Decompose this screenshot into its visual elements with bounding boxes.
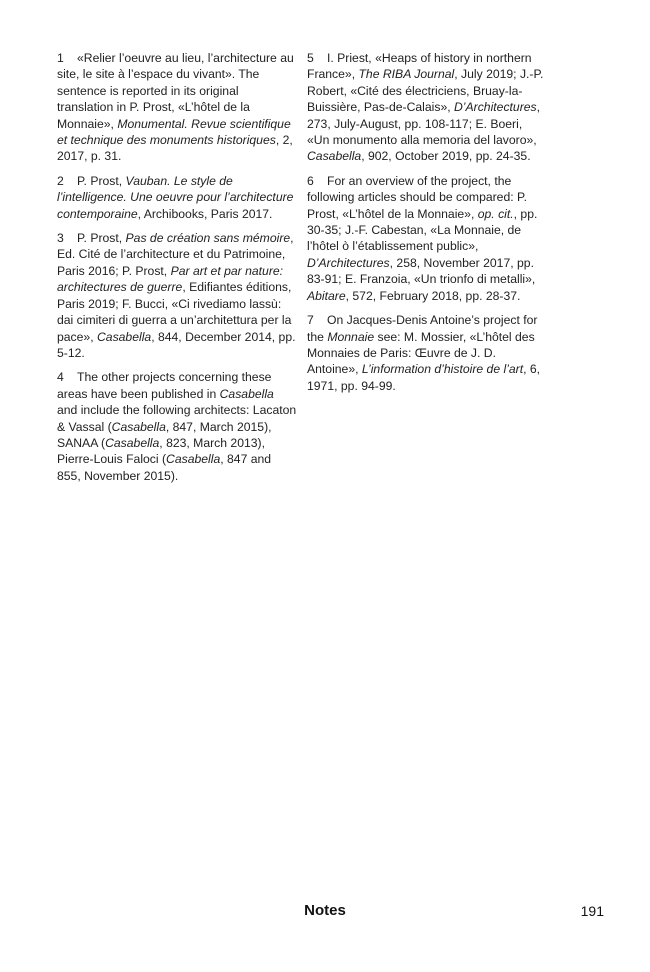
note-italic-title: Casabella bbox=[166, 452, 221, 467]
note-italic-title: Casabella bbox=[307, 149, 362, 164]
note-text: , Archibooks, Paris 2017. bbox=[137, 206, 273, 221]
notes-column-right bbox=[307, 50, 545, 402]
note-italic-title: Monnaie bbox=[327, 329, 375, 344]
note-number: 6 bbox=[307, 173, 314, 188]
note-number: 3 bbox=[57, 231, 64, 246]
note-text: , 847 and 855, November 2015). bbox=[57, 452, 272, 483]
notes-column-left bbox=[57, 50, 297, 492]
note-text: , 902, October 2019, pp. 24-35. bbox=[361, 149, 531, 164]
note-number: 7 bbox=[307, 313, 314, 328]
note-text: On Jacques-Denis Antoine’s project for the bbox=[307, 313, 538, 344]
note-text: , July 2019; J.-P. Robert, «Cité des électriciens, Bruay-la-Buissière, Pas-de-Calais», bbox=[307, 67, 544, 115]
note-number: 5 bbox=[307, 51, 314, 65]
note-text: I. Priest, «Heaps of history in northern France», bbox=[307, 51, 532, 82]
note-italic-title: Par art et par nature: architectures de guerre bbox=[57, 263, 284, 295]
note-text: , 273, July-August, pp. 108-117; E. Boeri, «Un monumento alla memoria del lavoro», bbox=[307, 100, 541, 148]
note-text: and include the following architects: Lacaton & Vassal ( bbox=[57, 403, 297, 434]
note-text: , 572, February 2018, pp. 28-37. bbox=[345, 288, 521, 303]
note-italic-title: The RIBA Journal bbox=[358, 67, 455, 82]
note-italic-title: Casabella bbox=[219, 386, 274, 401]
note-number: 4 bbox=[57, 370, 64, 385]
note-6 bbox=[307, 173, 545, 304]
note-text: see: M. Mossier, «L’hôtel des Monnaies de Paris: Œuvre de J. D. Antoine», bbox=[307, 329, 535, 377]
note-3 bbox=[57, 230, 297, 361]
note-italic-title: Casabella bbox=[96, 329, 152, 344]
note-text: P. Prost, bbox=[77, 173, 126, 188]
note-text: For an overview of the project, the following articles should be compared: P. Prost, «L’hôtel de la Monnaie», bbox=[307, 173, 527, 221]
note-2 bbox=[57, 173, 297, 222]
note-italic-title: Casabella bbox=[111, 419, 166, 434]
note-text: , 844, December 2014, pp. 5-12. bbox=[57, 329, 296, 360]
note-italic-title: Casabella bbox=[105, 435, 160, 450]
note-text: «Relier l’oeuvre au lieu, l’architecture au site, le site à l’espace du vivant». The sentence is reported in its original translation in P. Prost, «L’hôtel de la Monnaie», bbox=[57, 51, 294, 131]
note-4 bbox=[57, 369, 297, 484]
note-italic-title: Pas de création sans mémoire bbox=[125, 231, 291, 246]
note-italic-title: Abitare bbox=[307, 288, 346, 303]
note-text: , pp. 30-35; J.-F. Cabestan, «La Monnaie, de l’hôtel ò l’établissement public», bbox=[307, 206, 538, 254]
note-italic-title: D’Architectures bbox=[307, 255, 390, 270]
note-text: P. Prost, bbox=[77, 231, 126, 246]
note-text: , 2, 2017, p. 31. bbox=[57, 133, 293, 164]
note-number: 2 bbox=[57, 173, 64, 188]
note-7 bbox=[307, 312, 545, 394]
note-text: , Ed. Cité de l’architecture et du Patrimoine, Paris 2016; P. Prost, bbox=[57, 231, 294, 278]
note-italic-title: L’information d’histoire de l’art bbox=[361, 362, 524, 377]
note-italic-title: Vauban. Le style de l’intelligence. Une oeuvre pour l’architecture contemporaine bbox=[57, 173, 294, 221]
note-text: , 258, November 2017, pp. 83-91; E. Franzoia, «Un trionfo di metalli», bbox=[307, 255, 536, 287]
note-italic-title: Monumental. Revue scientifique et technique des monuments historiques bbox=[57, 116, 291, 148]
section-title: Notes bbox=[304, 902, 346, 919]
note-text: The other projects concerning these areas have been published in bbox=[57, 370, 272, 401]
note-italic-title: op. cit. bbox=[477, 206, 514, 221]
note-text: , Edifiantes éditions, Paris 2019; F. Bucci, «Ci rivediamo lassù: dai cimiteri di guerra a un’architettura per la pace», bbox=[57, 280, 292, 344]
note-1 bbox=[57, 50, 297, 165]
note-5 bbox=[307, 50, 545, 165]
note-text: , 823, March 2013), Pierre-Louis Faloci ( bbox=[57, 435, 265, 467]
note-text: , 847, March 2015), SANAA ( bbox=[57, 419, 272, 450]
note-number: 1 bbox=[57, 51, 64, 65]
page-number: 191 bbox=[580, 903, 604, 919]
note-text: , 6, 1971, pp. 94-99. bbox=[307, 362, 541, 393]
note-italic-title: D’Architectures bbox=[454, 100, 537, 115]
